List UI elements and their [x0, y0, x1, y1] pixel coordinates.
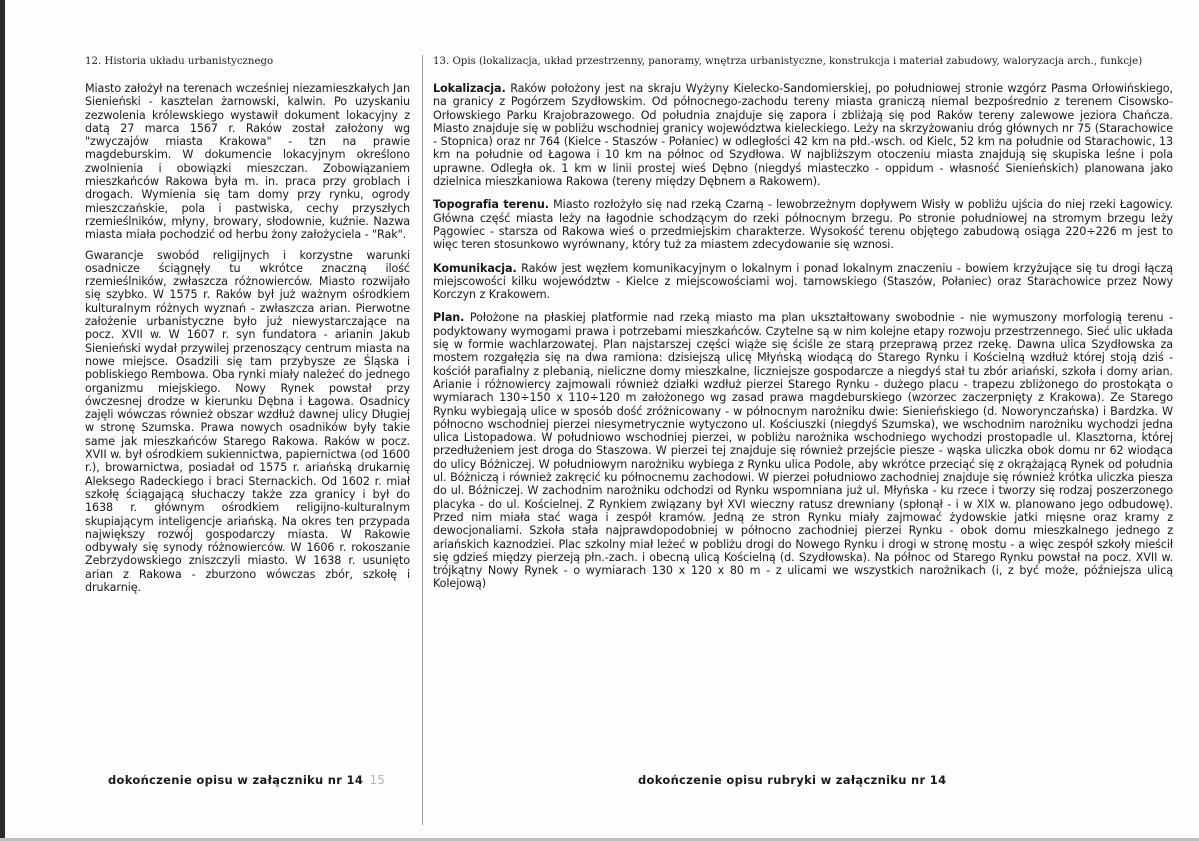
page-number: 15	[369, 773, 386, 787]
section-topografia	[433, 198, 1173, 251]
section-text: Miasto rozłożyło się nad rzeką Czarną - lewobrzeżnym dopływem Wisły w pobliżu ujścia do niej rzeki Łagowicy. Główna część miasta leży na łagodnie schodzącym do rzeki północnym brzegu. Po stronie południowej na stromym brzegu leży Pągowiec - starsza od Rakowa wieś o przedmiejskim charakterze. Wysokość terenu objętego zabudową osiąga 220÷226 m jest to więc teren stosunkowo wyrównany, który tuż za miastem zdecydowanie się wznosi.	[433, 198, 1173, 252]
left-footer	[108, 773, 385, 787]
right-body	[433, 82, 1173, 601]
right-section-header: 13. Opis (lokalizacja, układ przestrzenny, panoramy, wnętrza urbanistyczne, konstrukcja i materiał zabudowy, waloryzacja arch., funkcje)	[433, 56, 1143, 67]
section-lokalizacja	[433, 82, 1173, 188]
section-text: Raków położony jest na skraju Wyżyny Kielecko-Sandomierskiej, po południowej stronie wzgórz Pasma Orłowińskiego, na granicy z Pogórzem Szydłowskim. Od północnego-zachodu tereny miasta graniczą niemal bezpośrednio z terenem Cisowsko-Orłowskiego Parku Krajobrazowego. Od południa znajduje się zapora i zbliżają się pod Raków tereny zalewowe jeziora Chańcza. Miasto znajduje się w pobliżu wschodniej granicy województwa kieleckiego. Leży na skrzyżowaniu dróg głównych nr 75 (Starachowice - Stopnica) oraz nr 764 (Kielce - Staszów - Połaniec) w odległości 42 km na płd.-wsch. od Kielc, 52 km na południe od Starachowic, 13 km na południe od Łagowa i 10 km na północ od Szydłowa. W najbliższym otoczeniu miasta znajdują się skupiska leśne i pola uprawne. Odległa ok. 1 km w linii prostej wieś Dębno (niegdyś miasteczko - oppidum - własność Sienieńskich) planowana jako dzielnica mieszkaniowa Rakowa (tereny między Dębnem a Rakowem).	[433, 82, 1173, 189]
section-text: Położone na płaskiej platformie nad rzeką miasto ma plan ukształtowany swobodnie - nie wymuszony morfologią terenu - podyktowany wymogami prawa i potrzebami mieszkańców. Czytelne są w nim kolejne etapy rozwoju przestrzennego. Sieć ulic układa się w formie wachlarzowatej. Plan najstarszej części wiąże się ściśle ze starą przeprawą przez rzekę. Dawna ulica Szydłowska za mostem rozgałęzia się na dwa ramiona: dzisiejszą ulicę Młyńską wiodącą do Starego Rynku i Kościelną wzdłuż której stoją dziś - kościół parafialny z plebanią, nieliczne domy mieszkalne, liczniejsze gospodarcze a niegdyś stał tu zbór ariański, szkoła i domy arian. Arianie i różnowiercy zajmowali również działki wzdłuż pierzei Starego Rynku - dużego placu - trapezu zbliżonego do prostokąta o wymiarach 130÷150 x 110÷120 m założonego wg zasad prawa magdeburskiego (wzorzec zaczerpnięty z Krakowa). Ze Starego Rynku wybiegają ulice w sposób dość zróżnicowany - w północnym narożniku dwie: Sienieńskiego (d. Noworynczańska) i Bardzka. W północno wschodniej pierzei niesymetrycznie wytyczono ul. Kościuszki (niegdyś Szumska), we wschodnim narożniku wychodzi jedna ulica Listopadowa. W południowo wschodniej pierzei, w pobliżu narożnika wschodniego wychodzi prostopadle ul. Klasztorna, której przedłużeniem jest droga do Staszowa. W pierzei tej znajduje się również przejście piesze - wąska uliczka obok domu nr 62 wiodąca do ulicy Bóżniczej. W południowym narożniku wybiega z Rynku ulica Podole, aby wkrótce przeciąć się z okrążającą Rynek od południa ul. Bóżniczą i również zakręcić ku północnemu zachodowi. W pierzei południowo zachodniej znajduje się również krótka uliczka piesza do ul. Bóżniczej. W zachodnim narożniku odchodzi od Rynku wspomniana już ul. Młyńska - ku rzece i tworzy się rodzaj poszerzonego placyka - do ul. Kościelnej. Z Rynkiem związany był XVI wieczny ratusz drewniany (spłonął - i w XIX w. planowano jego odbudowę). Przed nim miała stać waga i zespół kramów. Jedną ze stron Rynku miały zajmować żydowskie jatki mięsne oraz kramy z dewocjonaliami. Szkoła stała najprawdopodobniej w północno zachodniej pierzei Rynku - obok domu mieszkalnego jednego z ariańskich kaznodziei. Plac szkolny miał leżeć w pobliżu drogi do Nowego Rynku i drogi w stronę mostu - a więc zespół szkoły mieścił się gdzieś między pierzeją płn.-zach. i obecną ulicą Kościelną (d. Szydłowska). Na północ od Starego Rynku powstał na pocz. XVII w. trójkątny Nowy Rynek - o wymiarach 130 x 120 x 80 m - z ulicami we wszystkich narożnikach (i, z być może, późniejsza ulicą Kolejową)	[433, 311, 1173, 591]
right-footer: dokończenie opisu rubryki w załączniku nr 14	[638, 773, 947, 787]
section-lead: Lokalizacja.	[433, 82, 506, 95]
section-lead: Komunikacja.	[433, 261, 517, 275]
scan-edge-left	[0, 0, 5, 841]
history-paragraph-1: Miasto założył na terenach wcześniej niezamieszkałych Jan Sienieński - kasztelan żarnowski, kalwin. Po uzyskaniu zezwolenia królewskiego wystawił dokument lokacyjny z datą 27 marca 1567 r. Raków został założony wg "zwyczajów miasta Krakowa" - tzn na prawie magdeburskim. W dokumencie lokacyjnym określono zwolnienia i obowiązki mieszczan. Zobowiązaniem mieszkańców Rakowa była m. in. praca przy groblach i drogach. Wymienia się tam domy przy rynku, ogrody mieszczańskie, pola i pastwiska, cechy przyszłych rzemieślników, młyny, browary, słodownie, kuźnie. Nazwa miasta miała pochodzić od herbu żony założyciela - "Rak".	[85, 82, 410, 242]
left-footer-text: dokończenie opisu w załączniku nr 14	[108, 773, 364, 787]
section-plan	[433, 311, 1173, 590]
left-body	[85, 82, 410, 601]
section-text: Raków jest węzłem komunikacyjnym o lokalnym i ponad lokalnym znaczeniu - bowiem krzyżujące się tu drogi łączą miejscowości kilku województw - Kielce z miejscowościami woj. tarnowskiego (Staszów, Połaniec) oraz Starachowice przez Nowy Korczyn z Krakowem.	[433, 261, 1173, 302]
section-komunikacja	[433, 262, 1173, 302]
history-paragraph-2: Gwarancje swobód religijnych i korzystne warunki osadnicze ściągnęły tu wkrótce znaczną ilość rzemieślników, zwłaszcza różnowierców. Miasto rozwijało się szybko. W 1575 r. Raków był już ważnym ośrodkiem kulturalnym różnych wyznań - zwłaszcza arian. Pierwotne założenie urbanistyczne było już niewystarczające na pocz. XVII w. W 1607 r. syn fundatora - arianin Jakub Sienieński wydał przywilej przenoszący centrum miasta na nowe miejsce. Osadzili się tam przybysze ze Śląska i pobliskiego Rembowa. Oba rynki miały należeć do jednego organizmu miejskiego. Nowy Rynek powstał przy ówczesnej drodze w kierunku Dębna i Łagowa. Osadnicy zajęli wówczas również obszar wzdłuż dawnej ulicy Długiej w stronę Szumska. Prawa nowych osadników były takie same jak mieszkańców Starego Rakowa. Raków w pocz. XVII w. był ośrodkiem sukiennictwa, papiernictwa (od 1600 r.), browarnictwa, posiadał od 1575 r. ariańską drukarnię Aleksego Radeckiego i braci Sternackich. Od 1602 r. miał szkołę ściągającą słuchaczy także zza granicy i był do 1638 r. głównym ośrodkiem religijno-kulturalnym skupiającym inteligencje ariańską. Na okres ten przypada największy rozwój gospodarczy miasta. W Rakowie odbywały się synody różnowierców. W 1606 r. rokoszanie Zebrzydowskiego zniszczyli miasto. W 1638 r. usunięto arian z Rakowa - zburzono wówczas zbór, szkołę i drukarnię.	[85, 248, 410, 594]
column-divider	[422, 55, 423, 825]
section-lead: Topografia terenu.	[433, 198, 549, 212]
section-lead: Plan.	[433, 311, 465, 325]
left-section-header: 12. Historia układu urbanistycznego	[85, 56, 274, 67]
